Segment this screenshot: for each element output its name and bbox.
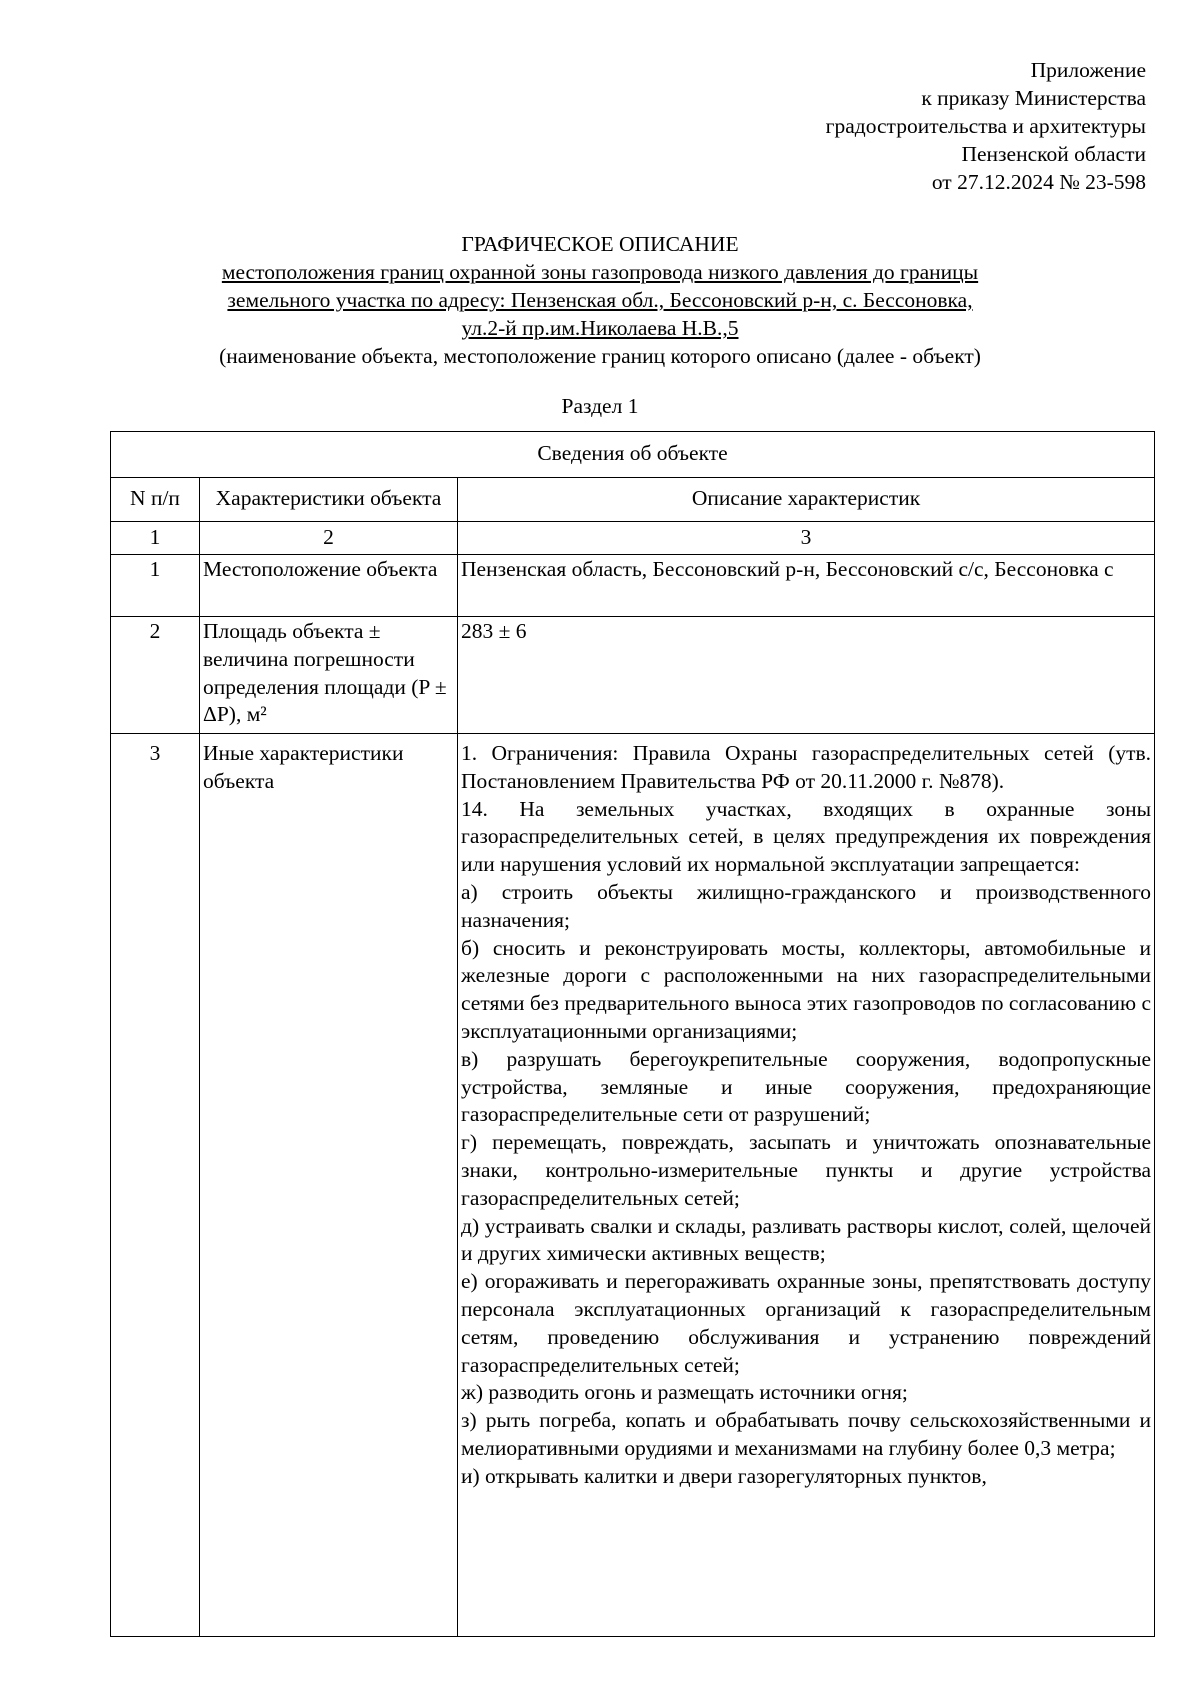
restriction-paragraph: 1. Ограничения: Правила Охраны газораспределительных сетей (утв. Постановлением Правительства РФ от 20.11.2000 г. №878). (461, 741, 1152, 793)
restriction-paragraph: а) строить объекты жилищно-гражданского и производственного назначения; (461, 879, 1152, 932)
header-line: градостроительства и архитектуры (825, 114, 1146, 138)
restriction-paragraph: 14. На земельных участках, входящих в охранные зоны газораспределительных сетей, в целях предупреждения их повреждения или нарушения условий их нормальной эксплуатации запрещается: (461, 796, 1152, 877)
row-number: 1 (111, 555, 200, 617)
document-title: ГРАФИЧЕСКОЕ ОПИСАНИЕ (461, 232, 739, 256)
table-caption: Сведения об объекте (111, 432, 1155, 478)
title-object-line: ул.2-й пр.им.Николаева Н.В.,5 (461, 316, 739, 340)
header-line: Приложение (1030, 58, 1146, 82)
document-title-block (0, 230, 1200, 370)
row-number: 2 (111, 617, 200, 734)
table-header-row (111, 478, 1155, 522)
column-index: 2 (200, 522, 458, 555)
row-characteristic: Площадь объекта ± величина погрешности определения площади (P ± ΔP), м² (200, 617, 458, 734)
column-index: 3 (458, 522, 1155, 555)
column-header: N п/п (111, 478, 200, 522)
column-index: 1 (111, 522, 200, 555)
header-line: Пензенской области (961, 142, 1146, 166)
restriction-paragraph: б) сносить и реконструировать мосты, коллекторы, автомобильные и железные дороги с расположенными на них газораспределительными сетями без предварительного выноса этих газопроводов по согласованию с эксплуатационными организациями; (461, 935, 1152, 1043)
table-index-row (111, 522, 1155, 555)
restriction-paragraph: в) разрушать берегоукрепительные сооружения, водопропускные устройства, земляные и иные сооружения, предохраняющие газораспределительные сети от разрушений; (461, 1046, 1152, 1127)
restriction-paragraph: и) открывать калитки и двери газорегуляторных пунктов, (461, 1463, 987, 1488)
title-caption: (наименование объекта, местоположение границ которого описано (далее - объект) (219, 344, 981, 368)
column-header: Описание характеристик (458, 478, 1155, 522)
row-description: Пензенская область, Бессоновский р-н, Бессоновский с/с, Бессоновка с (458, 555, 1155, 617)
object-info-table (110, 431, 1155, 1637)
title-object-line: местоположения границ охранной зоны газопровода низкого давления до границы (221, 260, 979, 284)
restriction-paragraph: д) устраивать свалки и склады, разливать растворы кислот, солей, щелочей и других химически активных веществ; (461, 1213, 1152, 1266)
row-characteristic: Иные характеристики объекта (200, 734, 458, 1637)
row-number: 3 (111, 734, 200, 1637)
document-header (826, 56, 1146, 196)
row-description: 283 ± 6 (458, 617, 1155, 734)
restriction-paragraph: е) огораживать и перегораживать охранные зоны, препятствовать доступу персонала эксплуатационных организаций к газораспределительным сетям, проведению обслуживания и устранению повреждений газораспределительных сетей; (461, 1269, 1152, 1377)
row-characteristic: Местоположение объекта (200, 555, 458, 617)
header-line: к приказу Министерства (921, 86, 1146, 110)
column-header: Характеристики объекта (200, 478, 458, 522)
table-row (111, 555, 1155, 617)
restriction-paragraph: з) рыть погреба, копать и обрабатывать почву сельскохозяйственными и мелиоративными орудиями и механизмами на глубину более 0,3 метра; (461, 1408, 1152, 1460)
title-object-line: земельного участка по адресу: Пензенская обл., Бессоновский р-н, с. Бессоновка, (227, 288, 973, 312)
table-row (111, 617, 1155, 734)
restriction-paragraph: г) перемещать, повреждать, засыпать и уничтожать опознавательные знаки, контрольно-измерительные пункты и другие устройства газораспределительных сетей; (461, 1130, 1152, 1210)
section-label: Раздел 1 (561, 394, 639, 418)
header-line: от 27.12.2024 № 23-598 (931, 170, 1146, 194)
table-caption-row (111, 432, 1155, 478)
row-description (458, 734, 1155, 1637)
table-row (111, 734, 1155, 1637)
restriction-paragraph: ж) разводить огонь и размещать источники огня; (461, 1380, 908, 1405)
